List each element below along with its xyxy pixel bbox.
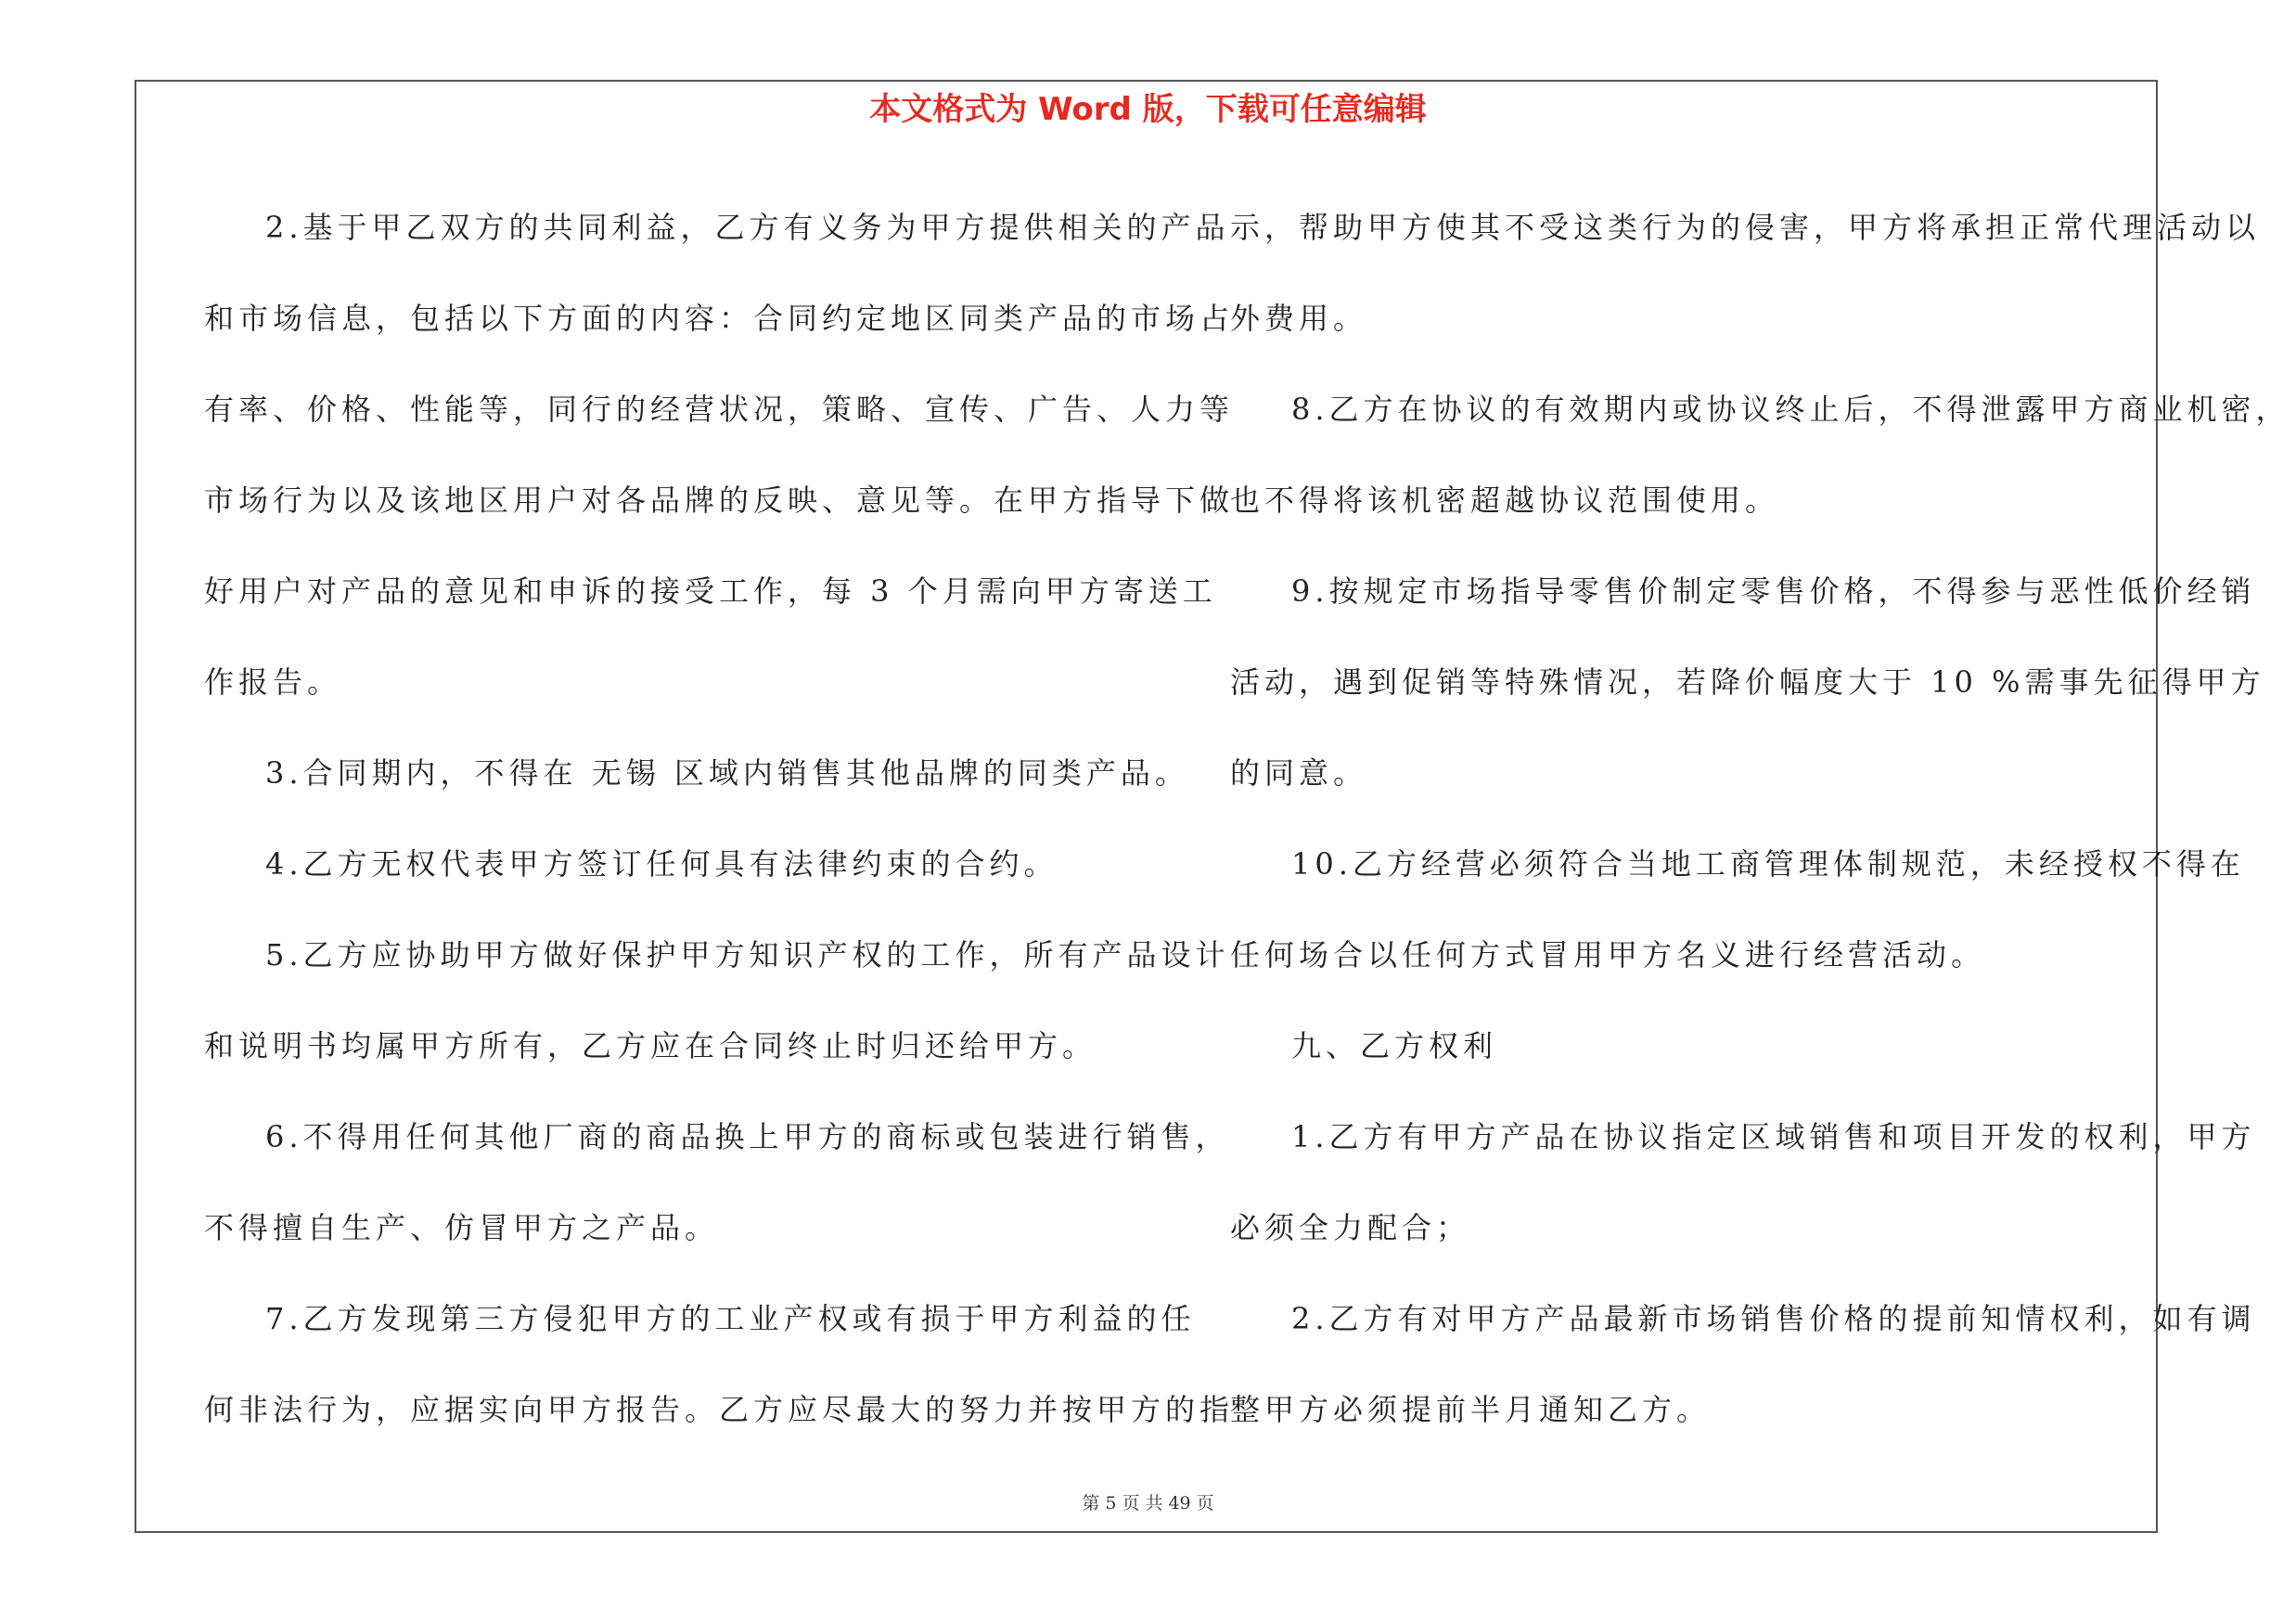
text-line: 的同意。 — [1230, 755, 1368, 791]
text-line: 3.合同期内，不得在 无锡 区域内销售其他品牌的同类产品。 — [265, 755, 1189, 791]
footer-suffix: 页 — [1196, 1493, 1214, 1514]
text-line: 市场行为以及该地区用户对各品牌的反映、意见等。在甲方指导下做 — [204, 483, 1235, 518]
footer-prefix: 第 — [1082, 1493, 1100, 1514]
text-line: 示，帮助甲方使其不受这类行为的侵害，甲方将承担正常代理活动以 — [1230, 210, 2261, 245]
text-line: 1.乙方有甲方产品在协议指定区域销售和项目开发的权利，甲方 — [1291, 1119, 2256, 1154]
text-line: 5.乙方应协助甲方做好保护甲方知识产权的工作，所有产品设计 — [265, 937, 1230, 973]
text-line: 何非法行为，应据实向甲方报告。乙方应尽最大的努力并按甲方的指 — [204, 1392, 1235, 1427]
text-line: 和市场信息，包括以下方面的内容：合同约定地区同类产品的市场占 — [204, 301, 1235, 336]
right-column — [1230, 182, 2290, 1455]
page-footer — [0, 1489, 2296, 1517]
footer-total-word: 共 — [1145, 1493, 1163, 1514]
left-column — [204, 182, 1235, 1455]
text-line: 九、乙方权利 — [1291, 1028, 1498, 1063]
text-line: 和说明书均属甲方所有，乙方应在合同终止时归还给甲方。 — [204, 1028, 1097, 1063]
footer-total-pages: 49 — [1168, 1493, 1191, 1514]
text-line: 10.乙方经营必须符合当地工商管理体制规范，未经授权不得在 — [1291, 846, 2245, 882]
text-line: 也不得将该机密超越协议范围使用。 — [1230, 483, 1780, 518]
text-line: 好用户对产品的意见和申诉的接受工作，每 3 个月需向甲方寄送工 — [204, 573, 1217, 609]
header-banner: 本文格式为 Word 版，下载可任意编辑 — [869, 91, 1427, 128]
text-line: 2.基于甲乙双方的共同利益，乙方有义务为甲方提供相关的产品 — [265, 210, 1230, 245]
text-line: 7.乙方发现第三方侵犯甲方的工业产权或有损于甲方利益的任 — [265, 1301, 1196, 1336]
text-line: 活动，遇到促销等特殊情况，若降价幅度大于 10 %需事先征得甲方 — [1230, 664, 2265, 700]
text-line: 有率、价格、性能等，同行的经营状况，策略、宣传、广告、人力等 — [204, 392, 1235, 427]
text-line: 不得擅自生产、仿冒甲方之产品。 — [204, 1210, 720, 1245]
text-line: 9.按规定市场指导零售价制定零售价格，不得参与恶性低价经销 — [1291, 573, 2256, 609]
text-line: 2.乙方有对甲方产品最新市场销售价格的提前知情权利，如有调 — [1291, 1301, 2256, 1336]
text-line: 4.乙方无权代表甲方签订任何具有法律约束的合约。 — [265, 846, 1058, 882]
text-line: 作报告。 — [204, 664, 342, 700]
footer-page-word: 页 — [1122, 1493, 1140, 1514]
text-line: 外费用。 — [1230, 301, 1368, 336]
text-line: 必须全力配合； — [1230, 1210, 1471, 1245]
text-line: 6.不得用任何其他厂商的商品换上甲方的商标或包装进行销售， — [265, 1119, 1230, 1154]
text-line: 8.乙方在协议的有效期内或协议终止后，不得泄露甲方商业机密， — [1291, 392, 2290, 427]
footer-current-page: 5 — [1105, 1493, 1117, 1514]
text-line: 整甲方必须提前半月通知乙方。 — [1230, 1392, 1712, 1427]
text-line: 任何场合以任何方式冒用甲方名义进行经营活动。 — [1230, 937, 1986, 973]
